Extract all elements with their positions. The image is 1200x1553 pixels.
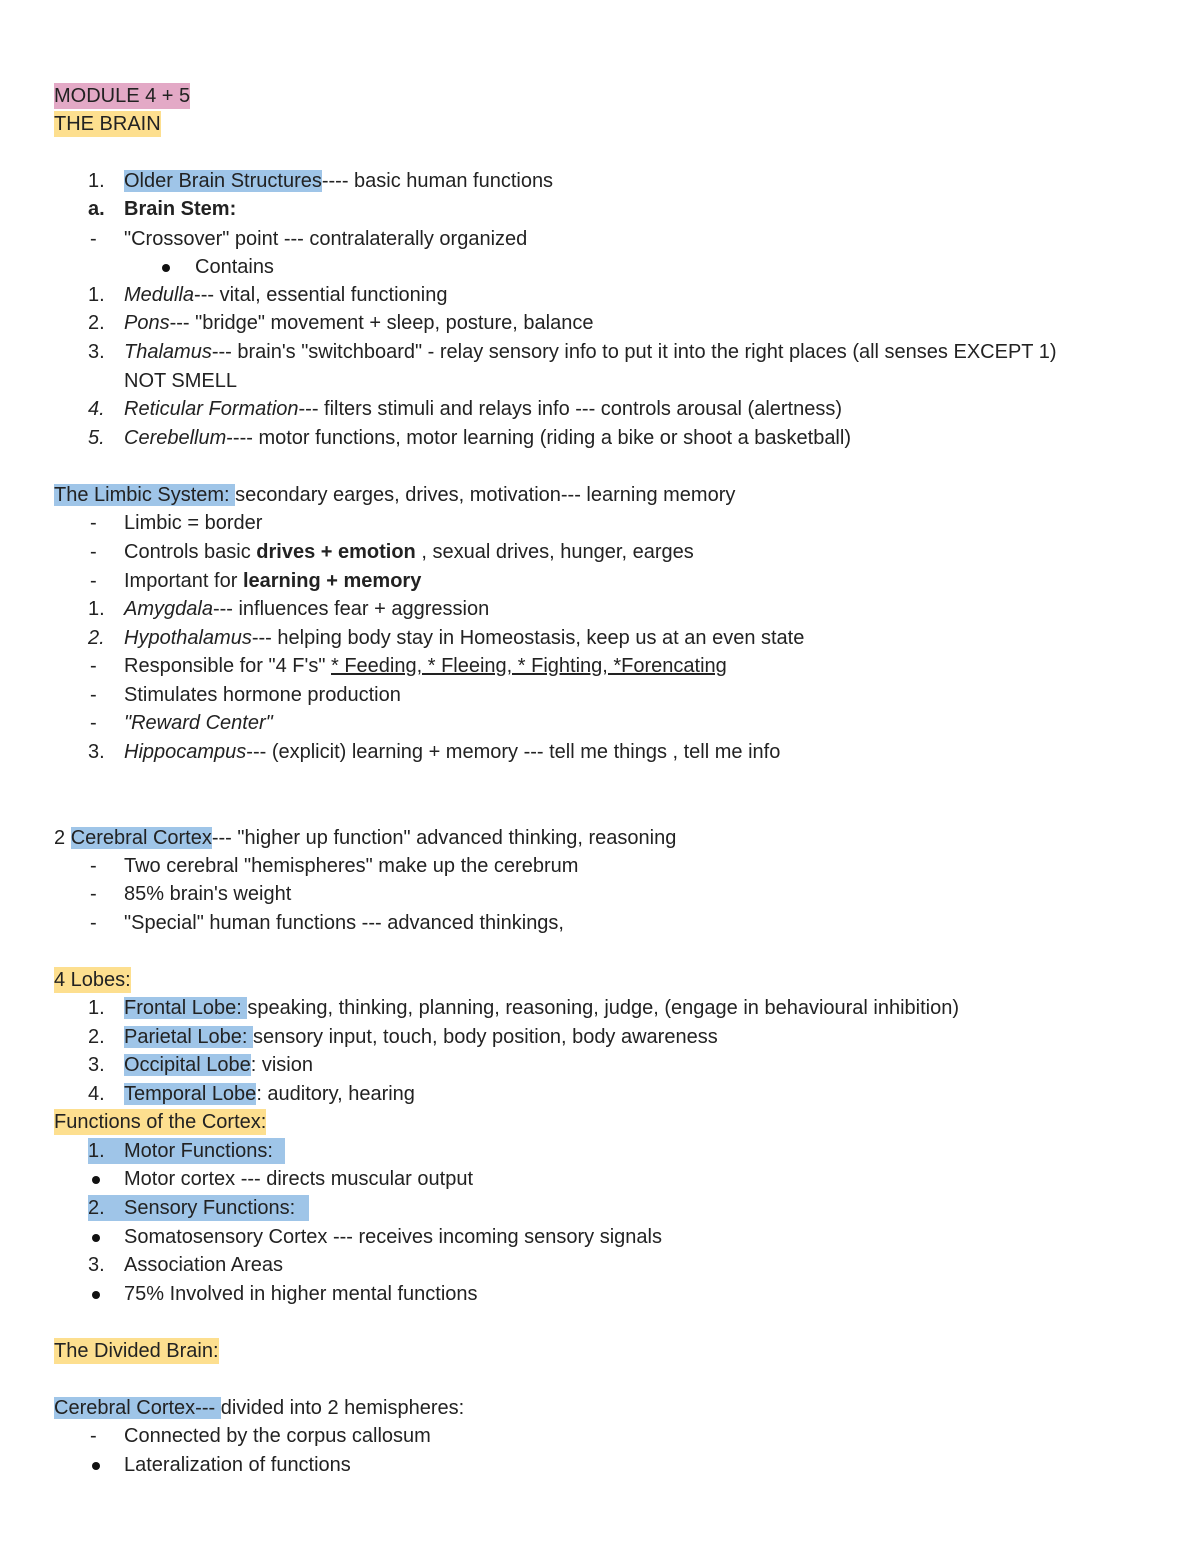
cortex-heading-desc: --- "higher up function" advanced thinking, reasoning xyxy=(211,827,677,849)
term: Hippocampus xyxy=(124,741,247,763)
bold-text: learning + memory xyxy=(242,570,422,592)
text: Connected by the corpus callosum xyxy=(124,1425,431,1447)
section-number: 2 xyxy=(54,827,71,849)
limbic-heading-desc: secondary earges, drives, motivation--- learning memory xyxy=(235,484,736,506)
text: Lateralization of functions xyxy=(124,1454,351,1476)
lobe-name: Temporal Lobe xyxy=(124,1083,257,1105)
text: Important for xyxy=(124,570,243,592)
definition: --- helping body stay in Homeostasis, keep us at an even state xyxy=(251,627,805,649)
divided-cortex-desc: divided into 2 hemispheres: xyxy=(220,1397,465,1419)
thalamus-continuation: NOT SMELL xyxy=(124,370,237,392)
brain-stem-label: Brain Stem: xyxy=(124,198,237,220)
list-number: 1. xyxy=(88,598,105,620)
list-number: 1. xyxy=(88,170,105,192)
list-letter: a. xyxy=(88,198,105,220)
lobe-name: Frontal Lobe: xyxy=(124,997,248,1019)
sensory-functions-heading: Sensory Functions: xyxy=(124,1197,296,1219)
bold-text: drives + emotion xyxy=(256,541,416,563)
text: "Special" human functions --- advanced thinkings, xyxy=(124,912,564,934)
term: Medulla xyxy=(124,284,195,306)
module-heading-text: MODULE 4 + 5 xyxy=(54,85,191,107)
text: 85% brain's weight xyxy=(124,883,292,905)
term: Pons xyxy=(124,312,170,334)
list-number: 3. xyxy=(88,741,105,763)
hormone-text: Stimulates hormone production xyxy=(124,684,401,706)
contains-text: Contains xyxy=(195,256,274,278)
bullet-icon xyxy=(92,1234,100,1242)
dash-marker: - xyxy=(90,883,97,905)
dash-marker: - xyxy=(90,1425,97,1447)
list-number: 3. xyxy=(88,1254,105,1276)
term: Amygdala xyxy=(124,598,213,620)
lobe-name: Occipital Lobe xyxy=(124,1054,251,1076)
motor-functions-heading: Motor Functions: xyxy=(124,1140,273,1162)
list-number: 2. xyxy=(88,1026,105,1048)
crossover-text: "Crossover" point --- contralaterally organized xyxy=(124,228,528,250)
text: , sexual drives, hunger, earges xyxy=(415,541,694,563)
cortex-heading-label: Cerebral Cortex xyxy=(70,827,212,849)
term: Hypothalamus xyxy=(124,627,252,649)
text: Controls basic xyxy=(124,541,257,563)
list-number: 1. xyxy=(88,1140,105,1162)
title-heading-text: THE BRAIN xyxy=(54,113,161,135)
dash-marker: - xyxy=(90,712,97,734)
list-number: 2. xyxy=(88,627,105,649)
definition: --- (explicit) learning + memory --- tell me things , tell me info xyxy=(246,741,781,763)
dash-marker: - xyxy=(90,512,97,534)
list-number: 4. xyxy=(88,398,105,420)
limbic-heading-label: The Limbic System: xyxy=(54,484,236,506)
lobe-desc: : auditory, hearing xyxy=(256,1083,415,1105)
definition: --- filters stimuli and relays info --- controls arousal (alertness) xyxy=(298,398,843,420)
text: Responsible for "4 F's" xyxy=(124,655,331,677)
list-number: 5. xyxy=(88,427,105,449)
term: Cerebellum xyxy=(124,427,227,449)
definition: ---- motor functions, motor learning (riding a bike or shoot a basketball) xyxy=(226,427,851,449)
dash-marker: - xyxy=(90,570,97,592)
term: Thalamus xyxy=(124,341,212,363)
bullet-icon xyxy=(92,1176,100,1184)
dash-marker: - xyxy=(90,684,97,706)
underlined-text: * Feeding, * Fleeing, * Fighting, *Forencating xyxy=(331,655,727,677)
lobe-desc: : vision xyxy=(250,1054,313,1076)
list-number: 1. xyxy=(88,997,105,1019)
divided-cortex-label: Cerebral Cortex--- xyxy=(54,1397,221,1419)
text: Somatosensory Cortex --- receives incoming sensory signals xyxy=(124,1226,662,1248)
limbic-border-text: Limbic = border xyxy=(124,512,263,534)
dash-marker: - xyxy=(90,855,97,877)
dash-marker: - xyxy=(90,228,97,250)
list-number: 4. xyxy=(88,1083,105,1105)
reward-text: "Reward Center" xyxy=(124,712,273,734)
bullet-icon xyxy=(92,1291,100,1299)
definition: --- vital, essential functioning xyxy=(194,284,448,306)
older-structures-desc: ---- basic human functions xyxy=(321,170,554,192)
list-number: 3. xyxy=(88,341,105,363)
functions-heading-text: Functions of the Cortex: xyxy=(54,1111,267,1133)
lobe-desc: speaking, thinking, planning, reasoning, judge, (engage in behavioural inhibition) xyxy=(247,997,960,1019)
definition: --- influences fear + aggression xyxy=(212,598,490,620)
older-structures-heading: Older Brain Structures xyxy=(124,170,322,192)
text: 75% Involved in higher mental functions xyxy=(124,1283,478,1305)
definition: --- "bridge" movement + sleep, posture, balance xyxy=(169,312,594,334)
list-number: 2. xyxy=(88,1197,105,1219)
lobes-heading-text: 4 Lobes: xyxy=(54,969,131,991)
text: Motor cortex --- directs muscular output xyxy=(124,1168,473,1190)
lobe-name: Parietal Lobe: xyxy=(124,1026,253,1048)
term: Reticular Formation xyxy=(124,398,299,420)
text: Two cerebral "hemispheres" make up the cerebrum xyxy=(124,855,579,877)
lobe-desc: sensory input, touch, body position, body awareness xyxy=(252,1026,718,1048)
bullet-icon xyxy=(162,264,170,272)
association-heading: Association Areas xyxy=(124,1254,283,1276)
list-number: 3. xyxy=(88,1054,105,1076)
dash-marker: - xyxy=(90,655,97,677)
dash-marker: - xyxy=(90,541,97,563)
list-number: 2. xyxy=(88,312,105,334)
bullet-icon xyxy=(92,1462,100,1470)
divided-heading-text: The Divided Brain: xyxy=(54,1340,219,1362)
dash-marker: - xyxy=(90,912,97,934)
list-number: 1. xyxy=(88,284,105,306)
definition: --- brain's "switchboard" - relay sensory info to put it into the right places (all senses EXCEPT 1) xyxy=(211,341,1057,363)
